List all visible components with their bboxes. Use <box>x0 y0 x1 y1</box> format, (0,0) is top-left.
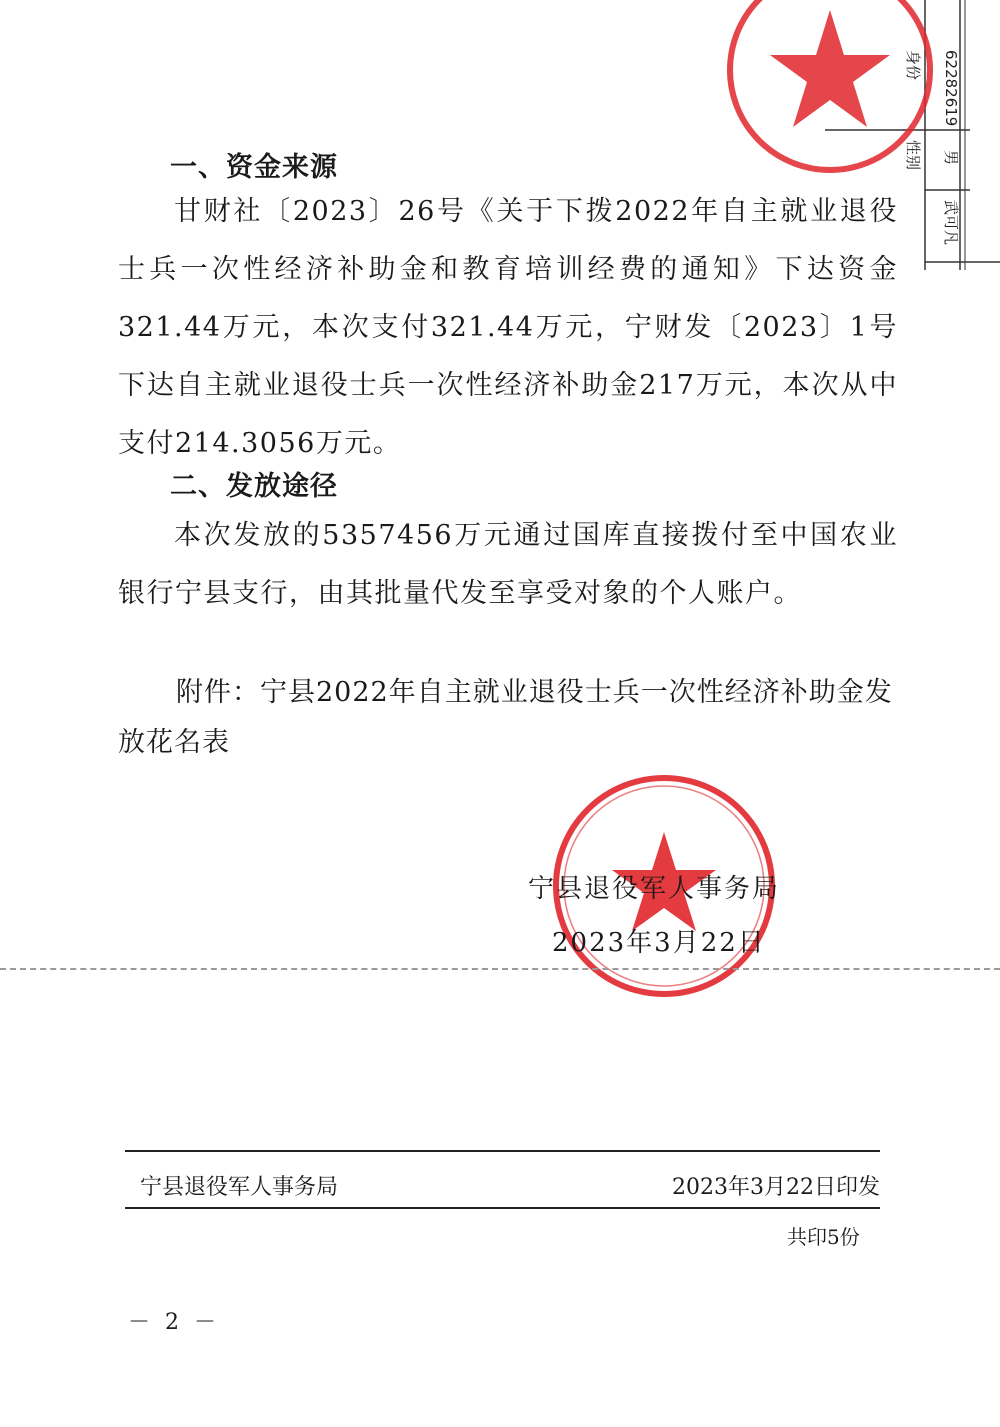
footer-top-rule <box>125 1150 880 1152</box>
roster-header-gender: 性别 <box>904 140 922 171</box>
roster-name-value: 武可凡 <box>942 200 960 246</box>
signature-date: 2023年3月22日 <box>552 928 766 958</box>
signature-org: 宁县退役军人事务局 <box>528 874 781 904</box>
page-fold-line <box>0 968 1000 970</box>
official-seal-partial <box>720 0 940 180</box>
section2-paragraph: 本次发放的5357456万元通过国库直接拨付至中国农业银行宁县支行，由其批量代发至享受对象的个人账户。 <box>118 520 898 609</box>
roster-gender-value: 男 <box>942 150 960 166</box>
section1-paragraph: 甘财社〔2023〕26号《关于下拨2022年自主就业退役士兵一次性经济补助金和教育培训经费的通知》下达资金321.44万元，本次支付321.44万元，宁财发〔2023〕1号下达自主就业退役士兵一次性经济补助金217万元，本次从中支付214.3056万元。 <box>118 196 898 459</box>
footer-copies: 共印5份 <box>787 1225 860 1249</box>
roster-id-number: 62282619 <box>942 50 960 127</box>
roster-header-id: 身份 <box>904 50 922 81</box>
section2-heading: 二、发放途径 <box>170 471 338 502</box>
footer-org: 宁县退役军人事务局 <box>140 1175 339 1200</box>
footer-issue-date: 2023年3月22日印发 <box>672 1175 880 1200</box>
page-number: － 2 － <box>128 1310 220 1335</box>
footer-bottom-rule <box>125 1207 880 1209</box>
section1-heading: 一、资金来源 <box>170 152 338 183</box>
attachment-note: 附件：宁县2022年自主就业退役士兵一次性经济补助金发放花名表 <box>118 677 893 758</box>
